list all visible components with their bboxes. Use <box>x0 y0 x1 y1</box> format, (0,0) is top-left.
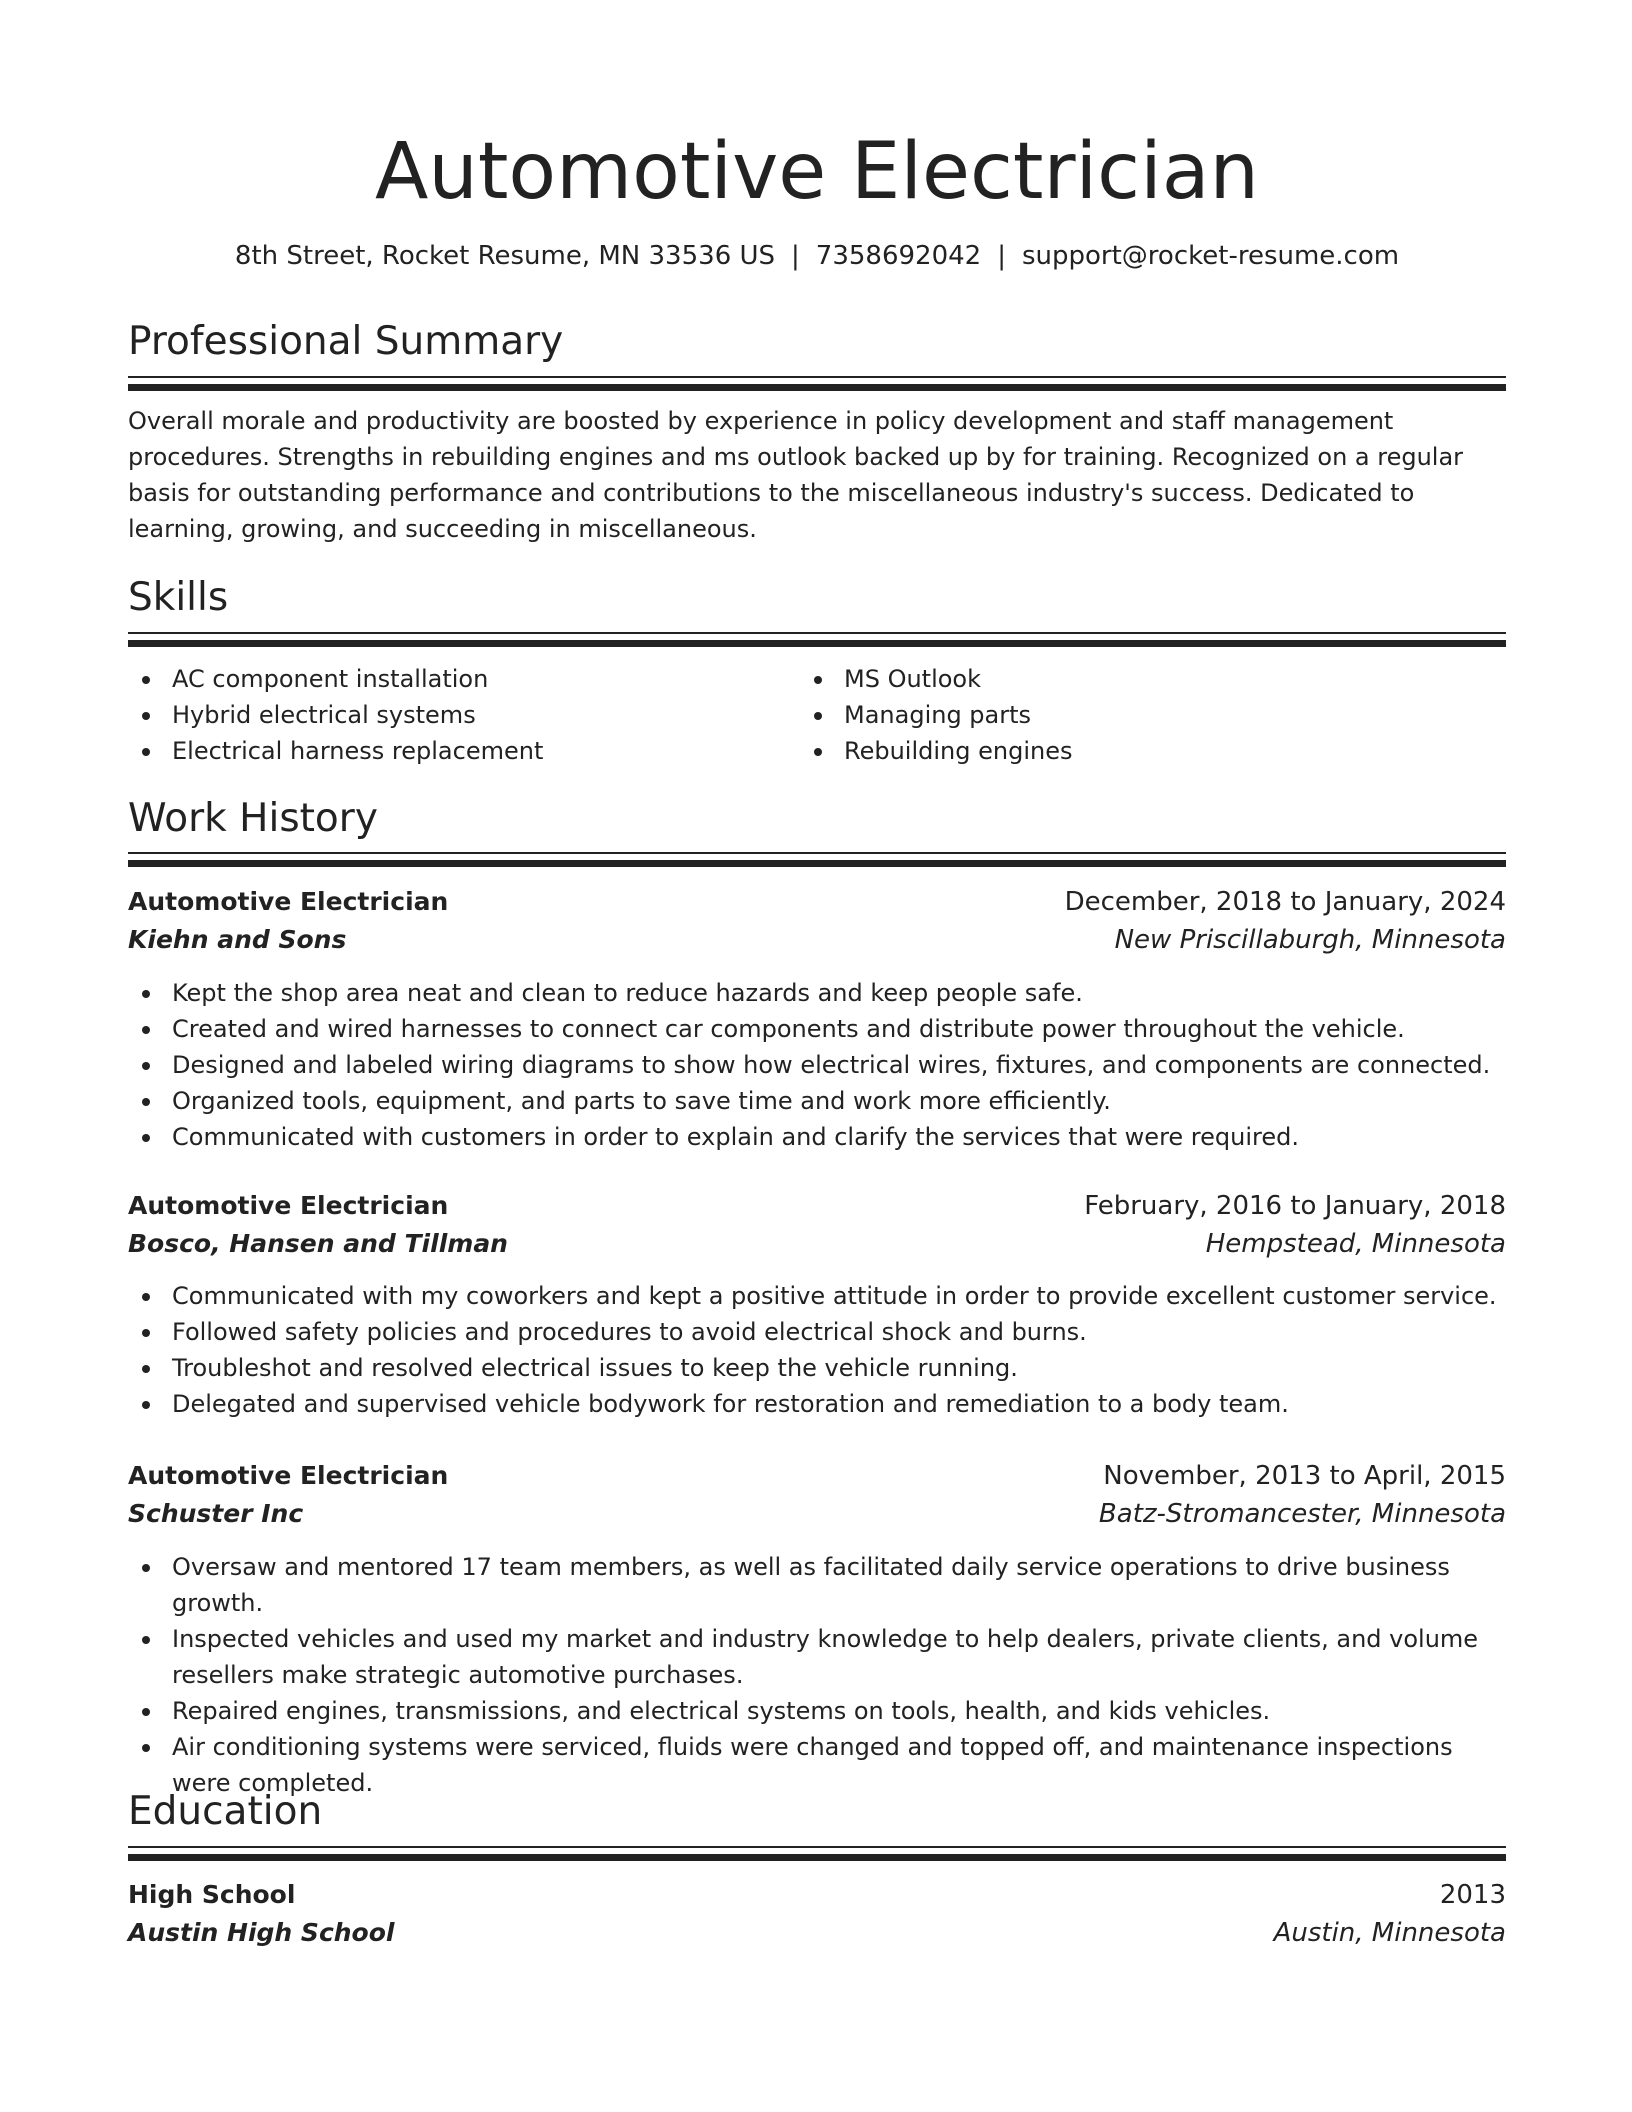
school-name: Austin High School <box>128 1918 395 1947</box>
job-bullet: Communicated with my coworkers and kept a positive attitude in order to provide excellent customer service. <box>128 1278 1506 1314</box>
job-bullet: Repaired engines, transmissions, and electrical systems on tools, health, and kids vehicles. <box>128 1693 1506 1729</box>
education-entry <box>128 1876 1506 1952</box>
job-bullet: Communicated with customers in order to explain and clarify the services that were required. <box>128 1119 1506 1155</box>
skills-column-right <box>800 661 1506 769</box>
job-entry-header <box>128 1457 1506 1533</box>
section-rule <box>128 1846 1506 1861</box>
section-title-summary: Professional Summary <box>128 319 564 364</box>
job-bullets <box>128 1549 1506 1801</box>
education-year: 2013 <box>1439 1880 1506 1910</box>
job-bullets <box>128 975 1506 1155</box>
job-dates: December, 2018 to January, 2024 <box>1064 887 1506 917</box>
separator: | <box>791 241 800 271</box>
contact-line <box>128 235 1506 277</box>
job-bullet: Followed safety policies and procedures to avoid electrical shock and burns. <box>128 1314 1506 1350</box>
job-bullet: Designed and labeled wiring diagrams to show how electrical wires, fixtures, and components are connected. <box>128 1047 1506 1083</box>
job-entry-header <box>128 1187 1506 1263</box>
job-bullet: Troubleshot and resolved electrical issues to keep the vehicle running. <box>128 1350 1506 1386</box>
section-rule <box>128 852 1506 867</box>
summary-text: Overall morale and productivity are boosted by experience in policy development and staff management procedures. Strengths in rebuilding engines and ms outlook backed up by for training. Recognized on a regular basis for outstanding performance and contributions to the miscellaneous industry's success. Dedicated to learning, growing, and succeeding in miscellaneous. <box>128 407 1464 543</box>
skill-item: AC component installation <box>128 661 788 697</box>
section-title-education: Education <box>128 1789 323 1834</box>
phone: 7358692042 <box>815 241 982 271</box>
job-bullets <box>128 1278 1506 1422</box>
degree: High School <box>128 1880 296 1909</box>
job-bullet: Delegated and supervised vehicle bodywork for restoration and remediation to a body team. <box>128 1386 1506 1422</box>
job-bullet: Organized tools, equipment, and parts to save time and work more efficiently. <box>128 1083 1506 1119</box>
section-rule <box>128 376 1506 391</box>
address: 8th Street, Rocket Resume, MN 33536 US <box>234 241 776 271</box>
job-location: Batz-Stromancester, Minnesota <box>1098 1499 1506 1529</box>
candidate-name: Automotive Electrician <box>375 127 1259 217</box>
company-name: Kiehn and Sons <box>128 925 347 954</box>
company-name: Schuster Inc <box>128 1499 304 1528</box>
job-title: Automotive Electrician <box>128 887 449 916</box>
skill-item: Rebuilding engines <box>800 733 1506 769</box>
section-title-skills: Skills <box>128 575 229 620</box>
job-bullet: Created and wired harnesses to connect car components and distribute power throughout the vehicle. <box>128 1011 1506 1047</box>
job-bullet: Inspected vehicles and used my market and industry knowledge to help dealers, private clients, and volume resellers make strategic automotive purchases. <box>128 1621 1506 1693</box>
email: support@rocket-resume.com <box>1021 241 1400 271</box>
job-location: New Priscillaburgh, Minnesota <box>1114 925 1506 955</box>
job-bullet: Air conditioning systems were serviced, fluids were changed and topped off, and maintenance inspections were completed. <box>128 1729 1506 1801</box>
school-location: Austin, Minnesota <box>1273 1918 1506 1948</box>
skill-item: MS Outlook <box>800 661 1506 697</box>
skill-item: Managing parts <box>800 697 1506 733</box>
job-bullet: Kept the shop area neat and clean to reduce hazards and keep people safe. <box>128 975 1506 1011</box>
job-title: Automotive Electrician <box>128 1461 449 1490</box>
skill-item: Electrical harness replacement <box>128 733 788 769</box>
separator: | <box>997 241 1006 271</box>
section-title-work: Work History <box>128 796 378 841</box>
skills-column-left <box>128 661 788 769</box>
job-dates: February, 2016 to January, 2018 <box>1084 1191 1506 1221</box>
job-title: Automotive Electrician <box>128 1191 449 1220</box>
company-name: Bosco, Hansen and Tillman <box>128 1229 508 1258</box>
job-location: Hempstead, Minnesota <box>1205 1229 1506 1259</box>
skill-item: Hybrid electrical systems <box>128 697 788 733</box>
job-dates: November, 2013 to April, 2015 <box>1103 1461 1506 1491</box>
job-entry-header <box>128 883 1506 959</box>
job-bullet: Oversaw and mentored 17 team members, as well as facilitated daily service operations to drive business growth. <box>128 1549 1506 1621</box>
section-rule <box>128 632 1506 647</box>
